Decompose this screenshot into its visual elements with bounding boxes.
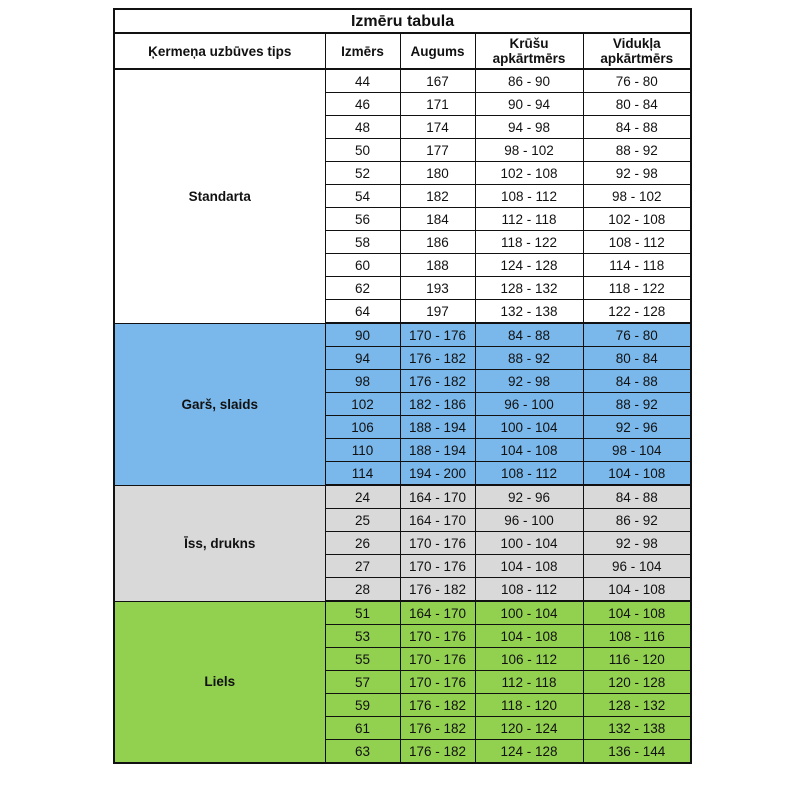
table-row bbox=[114, 485, 691, 509]
size-cell: 24 bbox=[325, 485, 400, 509]
waist-cell: 108 - 116 bbox=[583, 625, 691, 648]
waist-cell: 76 - 80 bbox=[583, 323, 691, 347]
chest-cell: 108 - 112 bbox=[475, 578, 583, 602]
height-cell: 170 - 176 bbox=[400, 555, 475, 578]
chest-cell: 96 - 100 bbox=[475, 509, 583, 532]
height-cell: 180 bbox=[400, 162, 475, 185]
height-cell: 176 - 182 bbox=[400, 740, 475, 764]
height-cell: 188 - 194 bbox=[400, 416, 475, 439]
height-cell: 194 - 200 bbox=[400, 462, 475, 486]
header-chest-line1: Krūšu bbox=[509, 36, 549, 51]
size-cell: 98 bbox=[325, 370, 400, 393]
chest-cell: 132 - 138 bbox=[475, 300, 583, 324]
waist-cell: 120 - 128 bbox=[583, 671, 691, 694]
chest-cell: 88 - 92 bbox=[475, 347, 583, 370]
size-cell: 28 bbox=[325, 578, 400, 602]
height-cell: 188 - 194 bbox=[400, 439, 475, 462]
height-cell: 197 bbox=[400, 300, 475, 324]
height-cell: 176 - 182 bbox=[400, 694, 475, 717]
header-chest bbox=[475, 33, 583, 69]
waist-cell: 88 - 92 bbox=[583, 139, 691, 162]
height-cell: 170 - 176 bbox=[400, 532, 475, 555]
chest-cell: 104 - 108 bbox=[475, 439, 583, 462]
waist-cell: 132 - 138 bbox=[583, 717, 691, 740]
chest-cell: 104 - 108 bbox=[475, 625, 583, 648]
chest-cell: 118 - 122 bbox=[475, 231, 583, 254]
size-cell: 102 bbox=[325, 393, 400, 416]
table-row bbox=[114, 601, 691, 625]
chest-cell: 108 - 112 bbox=[475, 462, 583, 486]
chest-cell: 86 - 90 bbox=[475, 69, 583, 93]
waist-cell: 92 - 96 bbox=[583, 416, 691, 439]
waist-cell: 92 - 98 bbox=[583, 532, 691, 555]
size-cell: 59 bbox=[325, 694, 400, 717]
height-cell: 177 bbox=[400, 139, 475, 162]
body-type-label: Liels bbox=[114, 601, 325, 763]
height-cell: 182 - 186 bbox=[400, 393, 475, 416]
size-cell: 106 bbox=[325, 416, 400, 439]
header-waist-line1: Vidukļa bbox=[612, 36, 661, 51]
waist-cell: 80 - 84 bbox=[583, 93, 691, 116]
waist-cell: 108 - 112 bbox=[583, 231, 691, 254]
size-cell: 25 bbox=[325, 509, 400, 532]
header-height: Augums bbox=[400, 33, 475, 69]
waist-cell: 116 - 120 bbox=[583, 648, 691, 671]
chest-cell: 100 - 104 bbox=[475, 601, 583, 625]
table-row bbox=[114, 69, 691, 93]
title-row bbox=[114, 9, 691, 33]
body-type-label: Standarta bbox=[114, 69, 325, 323]
size-cell: 51 bbox=[325, 601, 400, 625]
chest-cell: 104 - 108 bbox=[475, 555, 583, 578]
size-cell: 64 bbox=[325, 300, 400, 324]
height-cell: 170 - 176 bbox=[400, 671, 475, 694]
body-type-label: Īss, drukns bbox=[114, 485, 325, 601]
size-table bbox=[113, 8, 692, 764]
height-cell: 174 bbox=[400, 116, 475, 139]
height-cell: 164 - 170 bbox=[400, 509, 475, 532]
chest-cell: 96 - 100 bbox=[475, 393, 583, 416]
height-cell: 170 - 176 bbox=[400, 648, 475, 671]
size-cell: 54 bbox=[325, 185, 400, 208]
size-cell: 50 bbox=[325, 139, 400, 162]
waist-cell: 84 - 88 bbox=[583, 116, 691, 139]
height-cell: 182 bbox=[400, 185, 475, 208]
chest-cell: 112 - 118 bbox=[475, 208, 583, 231]
waist-cell: 122 - 128 bbox=[583, 300, 691, 324]
chest-cell: 124 - 128 bbox=[475, 740, 583, 764]
table-body bbox=[114, 69, 691, 763]
size-cell: 94 bbox=[325, 347, 400, 370]
waist-cell: 118 - 122 bbox=[583, 277, 691, 300]
waist-cell: 76 - 80 bbox=[583, 69, 691, 93]
waist-cell: 92 - 98 bbox=[583, 162, 691, 185]
chest-cell: 106 - 112 bbox=[475, 648, 583, 671]
chest-cell: 90 - 94 bbox=[475, 93, 583, 116]
height-cell: 176 - 182 bbox=[400, 578, 475, 602]
size-cell: 53 bbox=[325, 625, 400, 648]
chest-cell: 92 - 96 bbox=[475, 485, 583, 509]
height-cell: 164 - 170 bbox=[400, 601, 475, 625]
waist-cell: 80 - 84 bbox=[583, 347, 691, 370]
waist-cell: 104 - 108 bbox=[583, 462, 691, 486]
size-cell: 52 bbox=[325, 162, 400, 185]
waist-cell: 96 - 104 bbox=[583, 555, 691, 578]
waist-cell: 84 - 88 bbox=[583, 485, 691, 509]
chest-cell: 100 - 104 bbox=[475, 416, 583, 439]
size-cell: 58 bbox=[325, 231, 400, 254]
chest-cell: 98 - 102 bbox=[475, 139, 583, 162]
size-cell: 62 bbox=[325, 277, 400, 300]
height-cell: 170 - 176 bbox=[400, 625, 475, 648]
chest-cell: 94 - 98 bbox=[475, 116, 583, 139]
chest-cell: 128 - 132 bbox=[475, 277, 583, 300]
height-cell: 193 bbox=[400, 277, 475, 300]
chest-cell: 100 - 104 bbox=[475, 532, 583, 555]
waist-cell: 102 - 108 bbox=[583, 208, 691, 231]
waist-cell: 136 - 144 bbox=[583, 740, 691, 764]
size-cell: 63 bbox=[325, 740, 400, 764]
header-size: Izmērs bbox=[325, 33, 400, 69]
waist-cell: 84 - 88 bbox=[583, 370, 691, 393]
height-cell: 171 bbox=[400, 93, 475, 116]
chest-cell: 102 - 108 bbox=[475, 162, 583, 185]
chest-cell: 92 - 98 bbox=[475, 370, 583, 393]
waist-cell: 114 - 118 bbox=[583, 254, 691, 277]
table-row bbox=[114, 323, 691, 347]
size-cell: 26 bbox=[325, 532, 400, 555]
waist-cell: 104 - 108 bbox=[583, 601, 691, 625]
header-body-type: Ķermeņa uzbūves tips bbox=[114, 33, 325, 69]
size-cell: 110 bbox=[325, 439, 400, 462]
height-cell: 186 bbox=[400, 231, 475, 254]
chest-cell: 108 - 112 bbox=[475, 185, 583, 208]
height-cell: 184 bbox=[400, 208, 475, 231]
size-cell: 56 bbox=[325, 208, 400, 231]
waist-cell: 128 - 132 bbox=[583, 694, 691, 717]
size-cell: 55 bbox=[325, 648, 400, 671]
body-type-label: Garš, slaids bbox=[114, 323, 325, 485]
chest-cell: 120 - 124 bbox=[475, 717, 583, 740]
chest-cell: 124 - 128 bbox=[475, 254, 583, 277]
size-cell: 61 bbox=[325, 717, 400, 740]
height-cell: 188 bbox=[400, 254, 475, 277]
height-cell: 176 - 182 bbox=[400, 347, 475, 370]
size-cell: 90 bbox=[325, 323, 400, 347]
waist-cell: 88 - 92 bbox=[583, 393, 691, 416]
size-cell: 46 bbox=[325, 93, 400, 116]
waist-cell: 98 - 104 bbox=[583, 439, 691, 462]
size-cell: 57 bbox=[325, 671, 400, 694]
chest-cell: 84 - 88 bbox=[475, 323, 583, 347]
height-cell: 176 - 182 bbox=[400, 717, 475, 740]
size-cell: 44 bbox=[325, 69, 400, 93]
header-waist-line2: apkārtmērs bbox=[600, 51, 674, 66]
size-cell: 60 bbox=[325, 254, 400, 277]
size-cell: 27 bbox=[325, 555, 400, 578]
size-cell: 48 bbox=[325, 116, 400, 139]
chest-cell: 112 - 118 bbox=[475, 671, 583, 694]
size-cell: 114 bbox=[325, 462, 400, 486]
waist-cell: 86 - 92 bbox=[583, 509, 691, 532]
table-title: Izmēru tabula bbox=[114, 9, 691, 33]
header-row bbox=[114, 33, 691, 69]
chest-cell: 118 - 120 bbox=[475, 694, 583, 717]
header-waist bbox=[583, 33, 691, 69]
height-cell: 170 - 176 bbox=[400, 323, 475, 347]
header-chest-line2: apkārtmērs bbox=[492, 51, 566, 66]
height-cell: 176 - 182 bbox=[400, 370, 475, 393]
waist-cell: 98 - 102 bbox=[583, 185, 691, 208]
waist-cell: 104 - 108 bbox=[583, 578, 691, 602]
height-cell: 164 - 170 bbox=[400, 485, 475, 509]
height-cell: 167 bbox=[400, 69, 475, 93]
